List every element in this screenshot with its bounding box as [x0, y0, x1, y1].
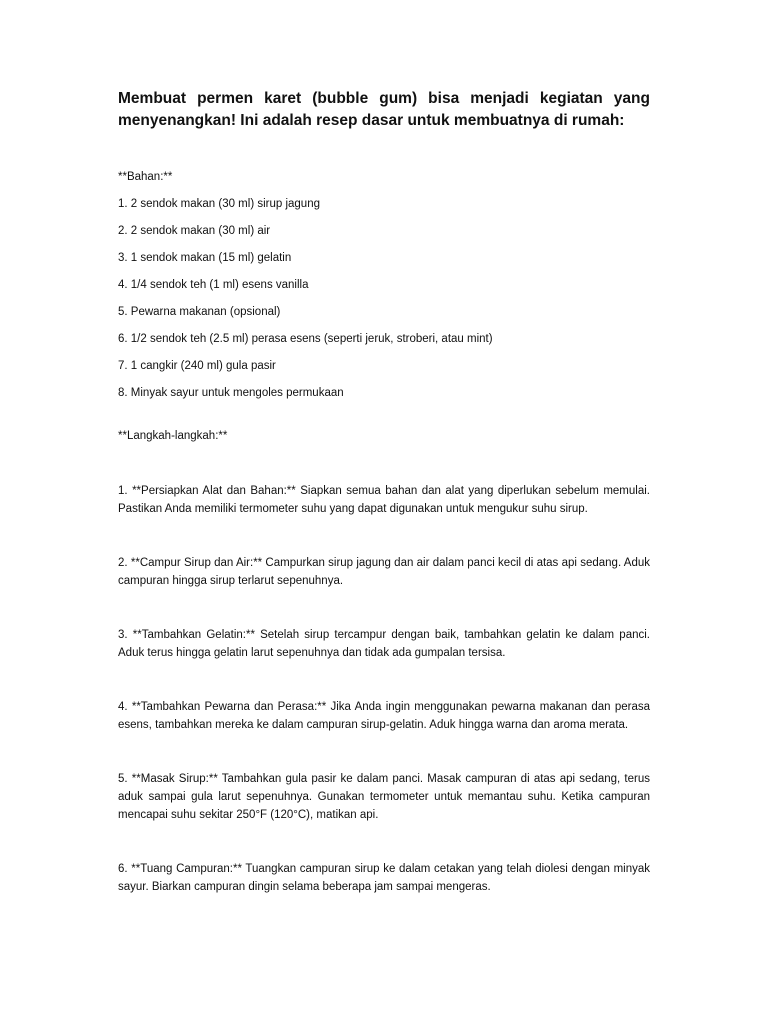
ingredient-item: 1. 2 sendok makan (30 ml) sirup jagung [118, 198, 320, 210]
document-page [118, 88, 650, 932]
steps-list [118, 482, 650, 896]
step-item: 1. **Persiapkan Alat dan Bahan:** Siapkan semua bahan dan alat yang diperlukan sebelum memulai. Pastikan Anda memiliki termometer suhu yang dapat digunakan untuk mengukur suhu sirup. [118, 485, 650, 515]
step-item: 6. **Tuang Campuran:** Tuangkan campuran sirup ke dalam cetakan yang telah diolesi dengan minyak sayur. Biarkan campuran dingin selama beberapa jam sampai mengeras. [118, 863, 650, 893]
steps-heading: **Langkah-langkah:** [118, 430, 228, 442]
ingredient-item: 3. 1 sendok makan (15 ml) gelatin [118, 252, 292, 264]
ingredients-heading: **Bahan:** [118, 171, 173, 183]
ingredient-item: 5. Pewarna makanan (opsional) [118, 306, 281, 318]
step-item: 4. **Tambahkan Pewarna dan Perasa:** Jika Anda ingin menggunakan pewarna makanan dan perasa esens, tambahkan mereka ke dalam campuran sirup-gelatin. Aduk hingga warna dan aroma merata. [118, 701, 650, 731]
ingredients-list [118, 196, 650, 401]
ingredient-item: 7. 1 cangkir (240 ml) gula pasir [118, 360, 276, 372]
ingredient-item: 2. 2 sendok makan (30 ml) air [118, 225, 271, 237]
step-item: 3. **Tambahkan Gelatin:** Setelah sirup tercampur dengan baik, tambahkan gelatin ke dalam panci. Aduk terus hingga gelatin larut sepenuhnya dan tidak ada gumpalan tersisa. [118, 629, 650, 659]
ingredient-item: 6. 1/2 sendok teh (2.5 ml) perasa esens (seperti jeruk, stroberi, atau mint) [118, 333, 493, 345]
document-title: Membuat permen karet (bubble gum) bisa menjadi kegiatan yang menyenangkan! Ini adalah resep dasar untuk membuatnya di rumah: [118, 90, 650, 129]
step-item: 2. **Campur Sirup dan Air:** Campurkan sirup jagung dan air dalam panci kecil di atas api sedang. Aduk campuran hingga sirup terlarut sepenuhnya. [118, 557, 650, 587]
ingredient-item: 4. 1/4 sendok teh (1 ml) esens vanilla [118, 279, 309, 291]
ingredient-item: 8. Minyak sayur untuk mengoles permukaan [118, 387, 344, 399]
step-item: 5. **Masak Sirup:** Tambahkan gula pasir ke dalam panci. Masak campuran di atas api sedang, terus aduk sampai gula larut sepenuhnya. Gunakan termometer untuk memantau suhu. Ketika campuran mencapai suhu sekitar 250°F (120°C), matikan api. [118, 773, 650, 821]
